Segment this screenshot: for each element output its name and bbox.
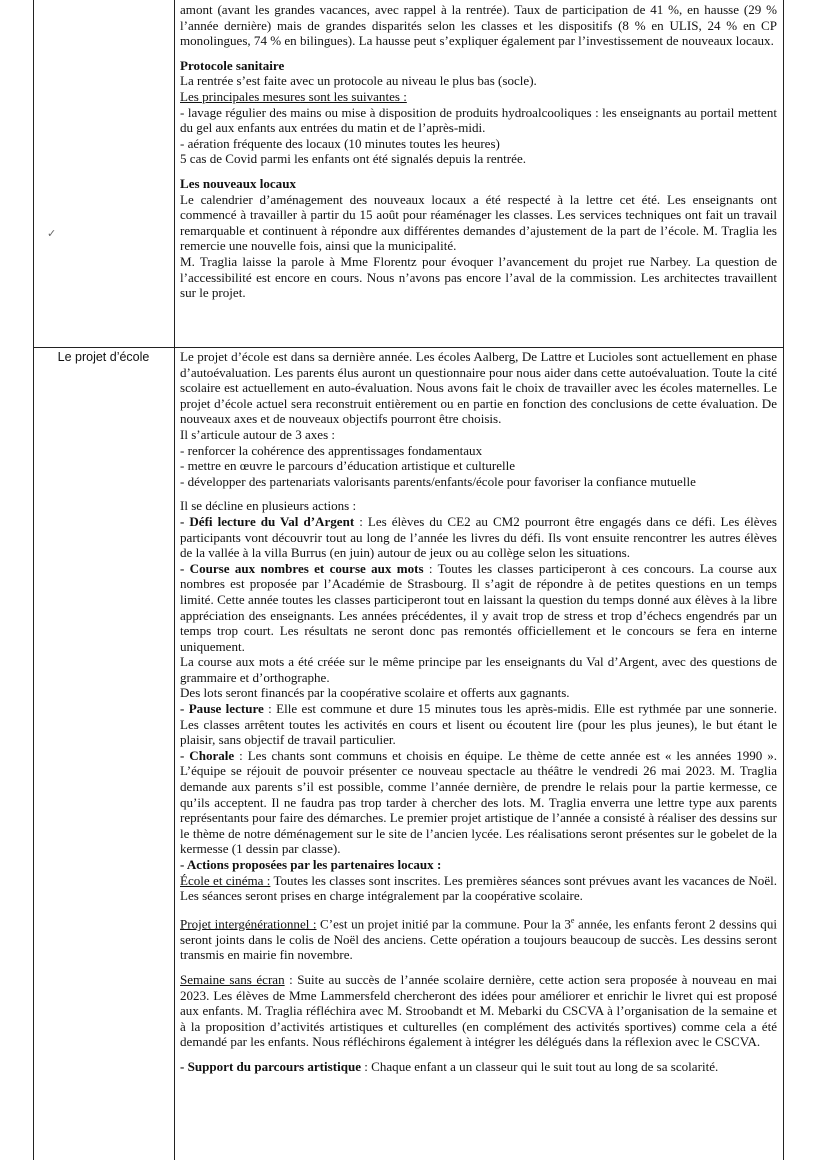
protocole-item: 5 cas de Covid parmi les enfants ont été signalés depuis la rentrée. bbox=[180, 151, 526, 167]
course-text: : Toutes les classes participeront à ces concours. La course aux nombres est proposée par l’Académie de Strasbourg. Il s’agit de répondre à de petites questions en un temps limité. Cette année toutes les classes participeront tout en laissant la question du temps donné aux élèves à la libre appréciation des enseignants. Les années précédentes, il y avait trop de stress et trop d’échecs engendrés par un temps trop court. Les résultats ne seront donc pas remontés officiellement et le concours se fera en interne uniquement. bbox=[180, 560, 777, 654]
ecole-cinema-paragraph bbox=[180, 873, 777, 904]
locaux-paragraph-2: M. Traglia laisse la parole à Mme Florentz pour évoquer l’avancement du projet rue Narbey. La question de l’accessibilité est encore en cours. Nous n’avons pas encore l’aval de la commission. Les architectes travaillent sur le projet. bbox=[180, 253, 777, 301]
course-title: - Course aux nombres et course aux mots bbox=[180, 560, 424, 576]
axe-item: - mettre en œuvre le parcours d’éducation artistique et culturelle bbox=[180, 458, 516, 474]
superscript-e: e bbox=[570, 915, 575, 925]
intergenerationnel-paragraph bbox=[180, 913, 777, 963]
defi-text: : Les élèves du CE2 au CM2 pourront être engagés dans ce défi. Les élèves participants vont découvrir tout au long de l’année les livres du défi. Ils vont ensuite rencontrer les autres élèves de la vallée à la villa Burrus (en juin) autour de jeux ou au collège selon les situations. bbox=[180, 513, 777, 561]
partenaires-heading: - Actions proposées par les partenaires locaux : bbox=[180, 857, 442, 872]
intergenerationnel-text-b: année, les enfants feront 2 dessins qui seront joints dans le colis de Noël des anciens. Cette opération a toujours beaucoup de succès. Les dessins seront transmis en mairie fin novembre. bbox=[180, 916, 777, 963]
row-label-projet-ecole: Le projet d’école bbox=[57, 350, 150, 364]
semaine-paragraph bbox=[180, 972, 777, 1050]
protocole-item: - aération fréquente des locaux (10 minutes toutes les heures) bbox=[180, 135, 500, 151]
upper-row-content bbox=[174, 2, 783, 301]
actions-intro: Il se décline en plusieurs actions : bbox=[180, 498, 357, 514]
intergenerationnel-text-a: C’est un projet initié par la commune. Pour la 3 bbox=[316, 916, 571, 932]
ecole-cinema-text: Toutes les classes sont inscrites. Les premières séances sont prévues avant les vacances de Noël. Les séances seront prises en charge intégralement par la coopérative scolaire. bbox=[180, 872, 778, 904]
defi-title: - Défi lecture du Val d’Argent bbox=[180, 513, 355, 529]
locaux-heading: Les nouveaux locaux bbox=[180, 175, 296, 191]
locaux-paragraph-1: Le calendrier d’aménagement des nouveaux locaux a été respecté à la lettre cet été. Les enseignants ont commencé à travailler à partir du 15 août pour réaménager les classes. Les services techniques ont fait un travail remarquable et continuent à répondre aux différentes demandes d’ajustement de la part de l’école. M. Traglia les remercie une nouvelle fois, ainsi que la municipalité. bbox=[180, 191, 777, 254]
intergenerationnel-title: Projet intergénérationnel : bbox=[180, 916, 317, 932]
support-text: : Chaque enfant a un classeur qui le suit tout au long de sa scolarité. bbox=[361, 1058, 719, 1074]
semaine-text: : Suite au succès de l’année scolaire dernière, cette action sera proposée à nouveau en mai 2023. Les élèves de Mme Lammersfeld chercheront des idées pour améliorer et enrichir le livret qui est proposé aux enfants. M. Traglia réfléchira avec M. Stroobandt et M. Mebarki du CSCVA à l’organisation de la semaine et à la proposition d’activités artistiques et culturelles (en complément des activités sportives) comme cela a été demandé par les enfants. Nous réfléchirons également à intégrer les délégués dans la réflexion avec le CSCVA. bbox=[180, 971, 777, 1050]
defi-paragraph bbox=[180, 514, 777, 561]
chorale-paragraph bbox=[180, 748, 777, 857]
lots-paragraph: Des lots seront financés par la coopérative scolaire et offerts aux gagnants. bbox=[180, 685, 570, 701]
axe-item: - développer des partenariats valorisants parents/enfants/école pour favoriser la confiance mutuelle bbox=[180, 473, 696, 489]
course-mots-paragraph: La course aux mots a été créée sur le même principe par les enseignants du Val d’Argent, avec des questions de grammaire et d’orthographe. bbox=[180, 654, 777, 685]
protocole-heading: Protocole sanitaire bbox=[180, 57, 285, 73]
pause-title: - Pause lecture bbox=[180, 701, 264, 717]
table-left-border bbox=[33, 0, 34, 1160]
scan-mark: ✓ bbox=[47, 228, 57, 240]
pause-text: : Elle est commune et dure 15 minutes tous les après-midis. Elle est rythmée par une sonnerie. Les classes arrêtent toutes les activités en cours et lisent ou écoutent lire (pour les plus jeunes), le but étant le plaisir, sans objectif de travail particulier. bbox=[180, 701, 777, 748]
ecole-cinema-title: École et cinéma : bbox=[180, 872, 271, 888]
course-paragraph bbox=[180, 561, 777, 655]
protocole-intro: La rentrée s’est faite avec un protocole au niveau le plus bas (socle). bbox=[180, 73, 537, 89]
chorale-title: - Chorale bbox=[180, 747, 235, 763]
table-right-border bbox=[783, 0, 784, 1160]
row-label-cell bbox=[33, 347, 174, 364]
pause-paragraph bbox=[180, 701, 777, 748]
axe-item: - renforcer la cohérence des apprentissages fondamentaux bbox=[180, 442, 483, 458]
projet-row-content bbox=[174, 349, 783, 1074]
minutes-table bbox=[33, 0, 783, 1160]
protocole-subheading: Les principales mesures sont les suivantes : bbox=[180, 88, 407, 104]
support-title: - Support du parcours artistique bbox=[180, 1058, 361, 1074]
axes-intro: Il s’articule autour de 3 axes : bbox=[180, 426, 336, 442]
projet-paragraph-1: Le projet d’école est dans sa dernière année. Les écoles Aalberg, De Lattre et Lucioles sont actuellement en phase d’autoévaluation. Les parents élus auront un questionnaire pour nous aider dans cette autoévaluation. Toute la cité scolaire est actuellement en auto-évaluation. Nous avons fait le choix de travailler avec les écoles maternelles. Le projet d’école actuel sera reconstruit entièrement ou en partie en fonction des conclusions de cette évaluation. De nouveaux axes et de nouveaux objectifs pourront être choisis. bbox=[180, 349, 777, 427]
semaine-title: Semaine sans écran bbox=[180, 971, 285, 987]
chorale-text: : Les chants sont communs et choisis en équipe. Le thème de cette année est « les années 1990 ». L’équipe se réjouit de pouvoir présenter ce nouveau spectacle au théâtre le vendredi 26 mai 2023. M. Traglia demande aux parents s’il est possible, comme l’année dernière, de prendre le relais pour la partie kermesse, ce qu’ils acceptent. Il ne faudra pas trop tarder à chercher des lots. M. Traglia enverra une lettre type aux parents représentants pour faire des démarches. Le premier projet artistique de l’année a consisté à réaliser des dessins sur le thème de notre déménagement sur le site de l’ancien lycée. Les réalisations seront présentes sur le gobelet de la kermesse (1 dessin par classe). bbox=[180, 747, 777, 857]
protocole-item: - lavage régulier des mains ou mise à disposition de produits hydroalcooliques : les enseignants au portail mettent du gel aux enfants aux entrées du matin et de l’après-midi. bbox=[180, 104, 777, 136]
intro-paragraph: amont (avant les grandes vacances, avec rappel à la rentrée). Taux de participation de 41 %, en hausse (29 % l’année dernière) mais de grandes disparités selon les classes et les dispositifs (8 % en ULIS, 24 % en CP monolingues, 74 % en bilingues). La hausse peut s’expliquer également par l’investissement de nouveaux locaux. bbox=[180, 2, 777, 49]
support-paragraph bbox=[180, 1059, 777, 1075]
